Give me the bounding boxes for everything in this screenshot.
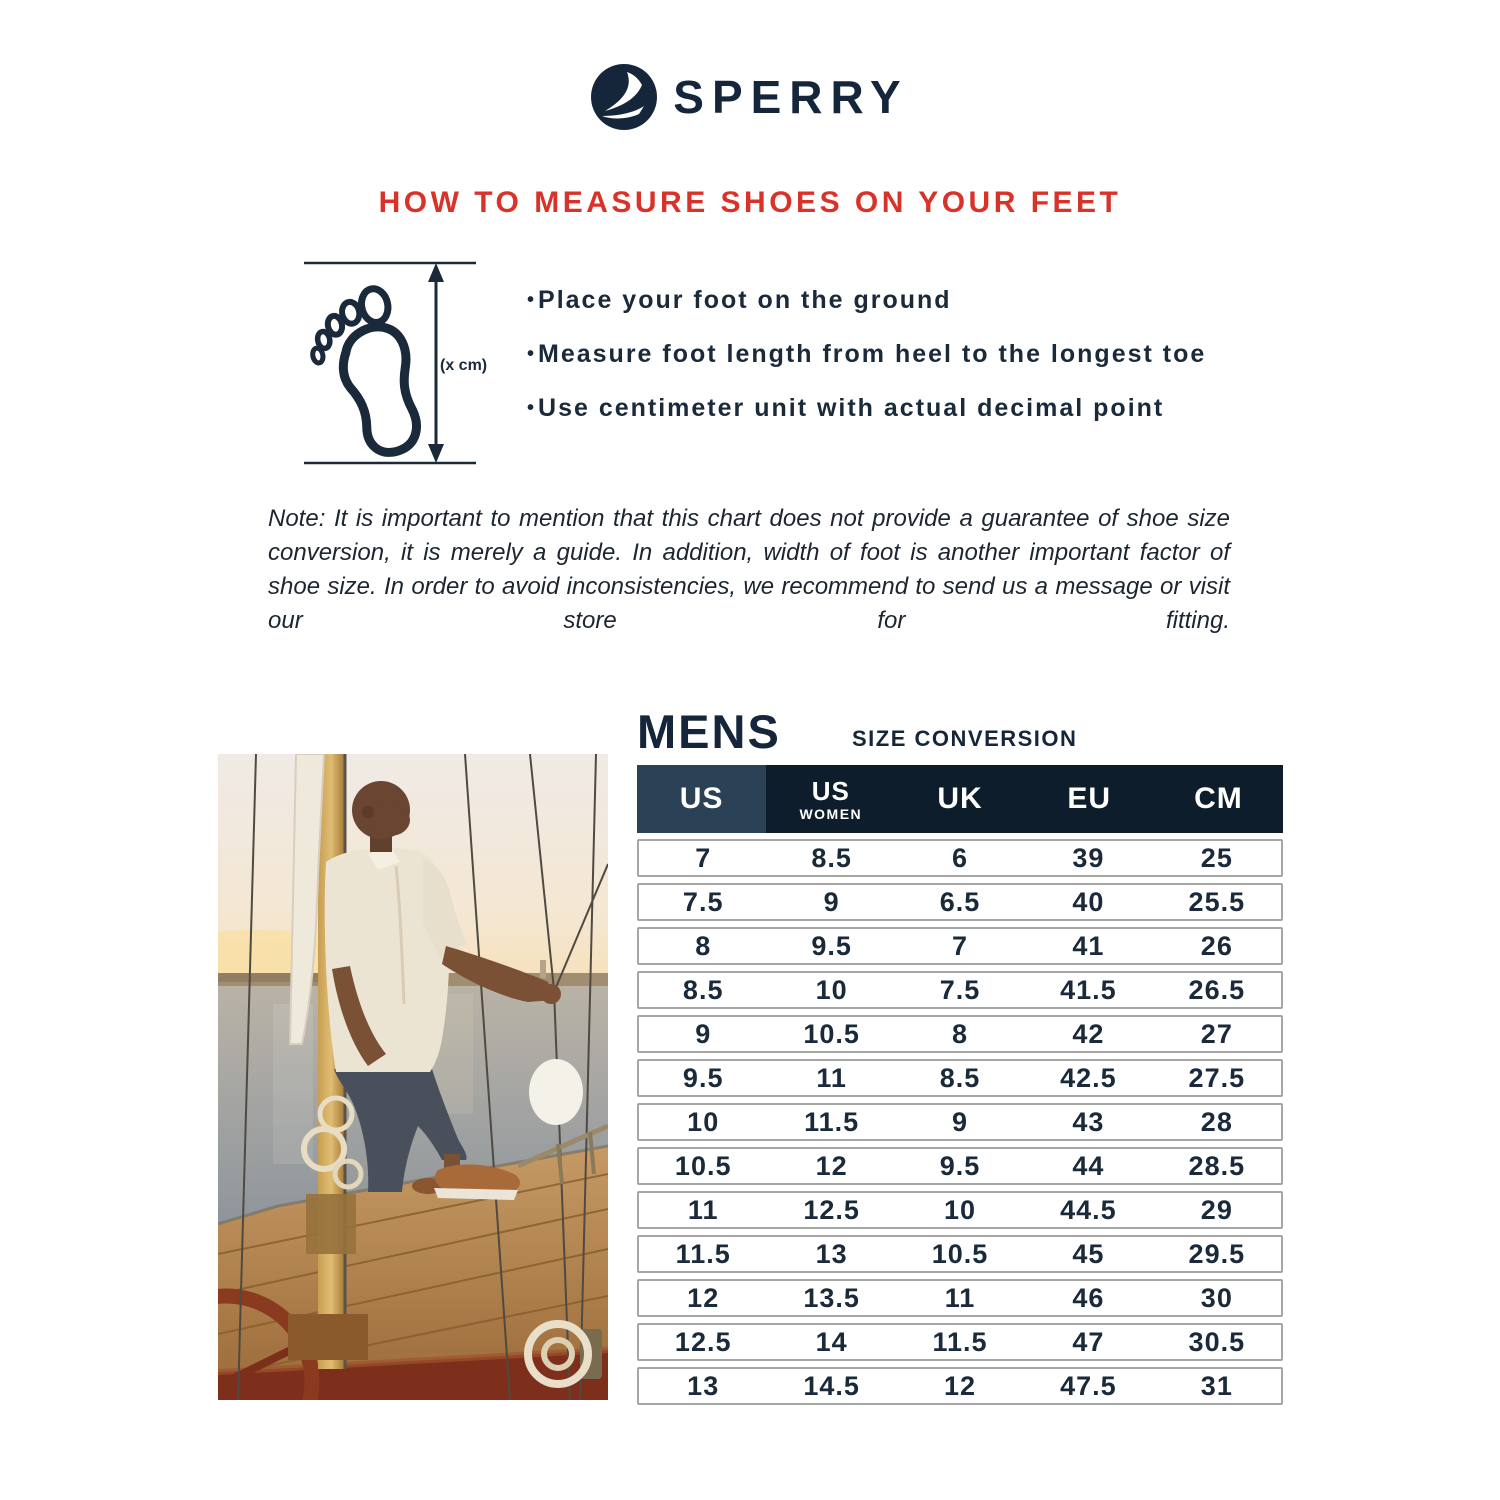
size-cell: 13.5	[803, 1282, 860, 1313]
size-cell: 12.5	[803, 1194, 860, 1225]
table-header-row	[637, 765, 1283, 833]
size-cell: 6	[952, 842, 969, 873]
size-cell: 7.5	[682, 886, 724, 917]
size-cell: 26	[1200, 930, 1233, 961]
size-cell: 11.5	[675, 1238, 731, 1269]
instruction-item: • Use centimeter unit with actual decimal point	[527, 394, 1206, 423]
size-cell: 13	[815, 1238, 848, 1269]
measure-label: (x cm)	[440, 357, 488, 374]
size-cell: 11.5	[804, 1106, 860, 1137]
table-row	[637, 1323, 1283, 1361]
size-cell: 10	[943, 1194, 977, 1225]
table-row	[637, 971, 1283, 1009]
column-header-us-women: US WOMEN	[799, 775, 863, 822]
brand-name: SPERRY	[673, 71, 909, 123]
size-cell: 26.5	[1188, 974, 1246, 1005]
table-row	[637, 883, 1283, 921]
size-cell: 14.5	[803, 1370, 860, 1401]
size-cell: 42.5	[1060, 1062, 1117, 1093]
table-row	[637, 1191, 1283, 1229]
instructions-list	[527, 286, 1206, 423]
size-cell: 10.5	[931, 1238, 989, 1269]
size-cell: 6.5	[939, 886, 981, 917]
size-conversion-table	[637, 765, 1283, 1405]
size-cell: 27	[1200, 1018, 1233, 1049]
table-row	[637, 1147, 1283, 1185]
column-header-cm: CM	[1194, 782, 1243, 815]
instruction-item: • Place your foot on the ground	[527, 286, 1206, 315]
size-cell: 45	[1072, 1238, 1105, 1269]
size-cell: 31	[1200, 1370, 1233, 1401]
size-cell: 9	[823, 886, 840, 917]
section-title-mens: MENS	[637, 705, 781, 758]
size-cell: 41.5	[1060, 974, 1117, 1005]
table-row	[637, 1367, 1283, 1405]
size-cell: 27.5	[1188, 1062, 1246, 1093]
table-row	[637, 927, 1283, 965]
size-cell: 12	[943, 1370, 977, 1401]
size-cell: 47	[1072, 1326, 1105, 1357]
size-cell: 8.5	[811, 842, 852, 873]
size-cell: 39	[1072, 842, 1105, 873]
size-cell: 12	[687, 1282, 720, 1313]
size-cell: 28.5	[1188, 1150, 1246, 1181]
size-cell: 10.5	[674, 1150, 732, 1181]
size-cell: 9.5	[811, 930, 852, 961]
table-body	[637, 839, 1283, 1405]
size-cell: 44.5	[1060, 1194, 1117, 1225]
column-header-eu: EU	[1067, 782, 1112, 815]
size-cell: 9.5	[939, 1150, 981, 1181]
table-row	[637, 1235, 1283, 1273]
size-cell: 13	[687, 1370, 720, 1401]
size-cell: 9	[695, 1018, 712, 1049]
size-cell: 10.5	[803, 1018, 860, 1049]
size-cell: 11.5	[932, 1326, 988, 1357]
section-subtitle: SIZE CONVERSION	[852, 726, 1078, 751]
size-cell: 14	[815, 1326, 848, 1357]
size-cell: 7.5	[939, 974, 981, 1005]
size-cell: 11	[816, 1062, 847, 1093]
size-cell: 12	[815, 1150, 848, 1181]
table-row	[637, 1103, 1283, 1141]
brand-header	[0, 64, 1500, 130]
size-cell: 40	[1072, 886, 1105, 917]
table-row	[637, 1279, 1283, 1317]
size-cell: 8.5	[682, 974, 724, 1005]
size-cell: 11	[687, 1194, 719, 1225]
instruction-item: • Measure foot length from heel to the longest toe	[527, 340, 1206, 369]
table-row	[637, 1015, 1283, 1053]
size-cell: 30	[1200, 1282, 1233, 1313]
size-cell: 44	[1072, 1150, 1105, 1181]
table-row	[637, 839, 1283, 877]
size-cell: 28	[1200, 1106, 1233, 1137]
size-cell: 25.5	[1188, 886, 1246, 917]
foot-measure-diagram	[298, 250, 493, 482]
size-cell: 42	[1072, 1018, 1105, 1049]
table-row	[637, 1059, 1283, 1097]
page-title: HOW TO MEASURE SHOES ON YOUR FEET	[378, 186, 1122, 219]
size-cell: 47.5	[1060, 1370, 1117, 1401]
size-cell: 8	[952, 1018, 969, 1049]
size-cell: 29	[1200, 1194, 1233, 1225]
size-cell: 9	[952, 1106, 969, 1137]
size-cell: 29.5	[1188, 1238, 1246, 1269]
size-cell: 10	[815, 974, 848, 1005]
size-cell: 43	[1072, 1106, 1105, 1137]
size-cell: 7	[952, 930, 969, 961]
column-header-us: US	[637, 765, 766, 833]
size-cell: 8.5	[939, 1062, 981, 1093]
size-cell: 30.5	[1188, 1326, 1246, 1357]
size-cell: 25	[1200, 842, 1233, 873]
size-cell: 12.5	[674, 1326, 732, 1357]
column-header-uk: UK	[937, 782, 983, 815]
lifestyle-photo	[218, 754, 608, 1400]
size-cell: 46	[1072, 1282, 1105, 1313]
size-cell: 8	[695, 930, 712, 961]
sperry-sailboat-icon	[591, 64, 657, 130]
size-cell: 10	[687, 1106, 720, 1137]
size-cell: 7	[695, 842, 712, 873]
size-cell: 41	[1072, 930, 1105, 961]
size-cell: 11	[944, 1282, 976, 1313]
size-cell: 9.5	[682, 1062, 724, 1093]
disclaimer-note: Note: It is important to mention that this chart does not provide a guarantee of shoe size conversion, it is merely a guide. In addition, width of foot is another important factor of shoe size. In order to avoid inconsistencies, we recommend to send us a message or visit our store for fitting.	[268, 505, 1230, 634]
footprint-icon	[302, 285, 426, 465]
